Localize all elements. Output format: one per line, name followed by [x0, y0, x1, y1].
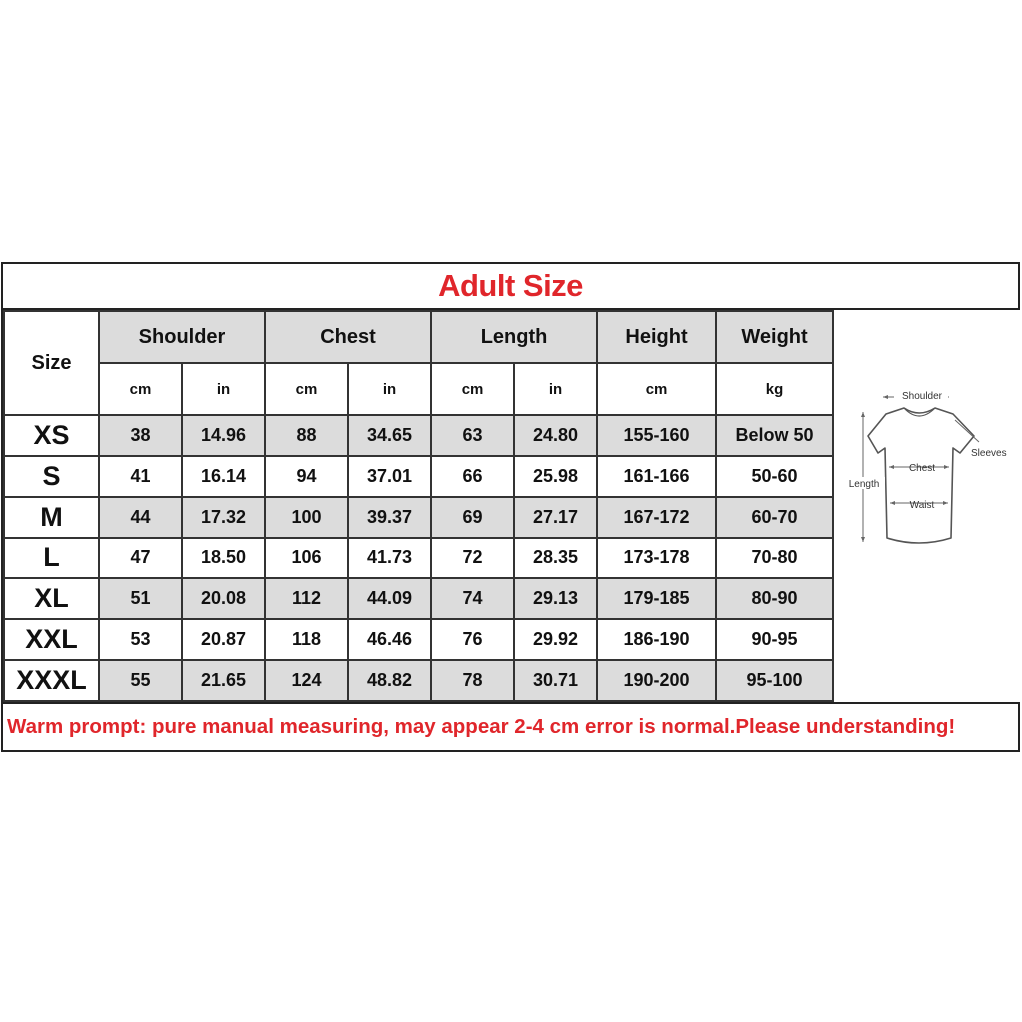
warm-prompt-note: Warm prompt: pure manual measuring, may appear 2-4 cm error is normal.Please understanding!: [3, 702, 1018, 750]
table-row: [4, 619, 833, 660]
unit-height-cm: cm: [597, 363, 716, 415]
cell-shoulder-cm: 47: [99, 538, 182, 579]
cell-chest-in: 46.46: [348, 619, 431, 660]
cell-shoulder-in: 16.14: [182, 456, 265, 497]
chest-label: Chest: [908, 463, 936, 474]
table-row: [4, 415, 833, 456]
cell-shoulder-in: 20.08: [182, 578, 265, 619]
cell-height-cm: 186-190: [597, 619, 716, 660]
cell-length-cm: 66: [431, 456, 514, 497]
cell-chest-cm: 94: [265, 456, 348, 497]
cell-length-cm: 63: [431, 415, 514, 456]
cell-chest-in: 37.01: [348, 456, 431, 497]
cell-length-in: 28.35: [514, 538, 597, 579]
chart-title: Adult Size: [3, 264, 1018, 310]
chest-header: Chest: [265, 311, 431, 363]
cell-height-cm: 167-172: [597, 497, 716, 538]
cell-shoulder-in: 14.96: [182, 415, 265, 456]
table-row: [4, 497, 833, 538]
size-label: XXL: [4, 619, 99, 660]
cell-shoulder-cm: 55: [99, 660, 182, 701]
cell-height-cm: 173-178: [597, 538, 716, 579]
cell-shoulder-in: 17.32: [182, 497, 265, 538]
cell-length-in: 25.98: [514, 456, 597, 497]
cell-length-in: 27.17: [514, 497, 597, 538]
size-label: L: [4, 538, 99, 579]
cell-chest-in: 34.65: [348, 415, 431, 456]
cell-weight-kg: 60-70: [716, 497, 833, 538]
unit-chest-in: in: [348, 363, 431, 415]
cell-shoulder-in: 20.87: [182, 619, 265, 660]
unit-weight-kg: kg: [716, 363, 833, 415]
weight-header: Weight: [716, 311, 833, 363]
table-row: [4, 456, 833, 497]
cell-weight-kg: 50-60: [716, 456, 833, 497]
cell-length-in: 29.92: [514, 619, 597, 660]
cell-chest-in: 41.73: [348, 538, 431, 579]
cell-chest-cm: 100: [265, 497, 348, 538]
unit-length-cm: cm: [431, 363, 514, 415]
cell-weight-kg: Below 50: [716, 415, 833, 456]
cell-height-cm: 161-166: [597, 456, 716, 497]
cell-shoulder-cm: 51: [99, 578, 182, 619]
waist-label: Waist: [909, 500, 935, 511]
tshirt-measurement-icon: [832, 310, 1020, 702]
cell-shoulder-cm: 41: [99, 456, 182, 497]
cell-chest-cm: 118: [265, 619, 348, 660]
height-header: Height: [597, 311, 716, 363]
unit-header-row: [4, 363, 833, 415]
cell-length-cm: 69: [431, 497, 514, 538]
table-row: [4, 660, 833, 701]
cell-chest-cm: 112: [265, 578, 348, 619]
group-header-row: [4, 311, 833, 363]
unit-chest-cm: cm: [265, 363, 348, 415]
unit-shoulder-in: in: [182, 363, 265, 415]
cell-chest-cm: 106: [265, 538, 348, 579]
cell-length-cm: 76: [431, 619, 514, 660]
cell-weight-kg: 90-95: [716, 619, 833, 660]
size-label: M: [4, 497, 99, 538]
cell-height-cm: 155-160: [597, 415, 716, 456]
size-table: [3, 310, 834, 702]
table-row: [4, 578, 833, 619]
cell-height-cm: 179-185: [597, 578, 716, 619]
size-label: XXXL: [4, 660, 99, 701]
cell-chest-cm: 124: [265, 660, 348, 701]
cell-length-cm: 72: [431, 538, 514, 579]
cell-length-in: 29.13: [514, 578, 597, 619]
cell-shoulder-cm: 53: [99, 619, 182, 660]
unit-length-in: in: [514, 363, 597, 415]
length-label: Length: [848, 479, 880, 490]
cell-length-in: 24.80: [514, 415, 597, 456]
table-row: [4, 538, 833, 579]
cell-chest-cm: 88: [265, 415, 348, 456]
cell-length-in: 30.71: [514, 660, 597, 701]
cell-length-cm: 74: [431, 578, 514, 619]
cell-chest-in: 39.37: [348, 497, 431, 538]
cell-length-cm: 78: [431, 660, 514, 701]
cell-weight-kg: 70-80: [716, 538, 833, 579]
length-header: Length: [431, 311, 597, 363]
shoulder-label: Shoulder: [901, 391, 943, 402]
size-rows: [4, 415, 833, 701]
cell-shoulder-in: 21.65: [182, 660, 265, 701]
cell-height-cm: 190-200: [597, 660, 716, 701]
size-chart: [1, 262, 1020, 752]
size-label: S: [4, 456, 99, 497]
sleeves-label: Sleeves: [971, 448, 1007, 459]
size-column-header: Size: [4, 311, 99, 415]
size-label: XL: [4, 578, 99, 619]
cell-weight-kg: 95-100: [716, 660, 833, 701]
cell-weight-kg: 80-90: [716, 578, 833, 619]
unit-shoulder-cm: cm: [99, 363, 182, 415]
cell-shoulder-cm: 38: [99, 415, 182, 456]
size-label: XS: [4, 415, 99, 456]
cell-shoulder-in: 18.50: [182, 538, 265, 579]
cell-chest-in: 44.09: [348, 578, 431, 619]
cell-chest-in: 48.82: [348, 660, 431, 701]
shoulder-header: Shoulder: [99, 311, 265, 363]
tshirt-diagram: [834, 310, 1020, 702]
cell-shoulder-cm: 44: [99, 497, 182, 538]
